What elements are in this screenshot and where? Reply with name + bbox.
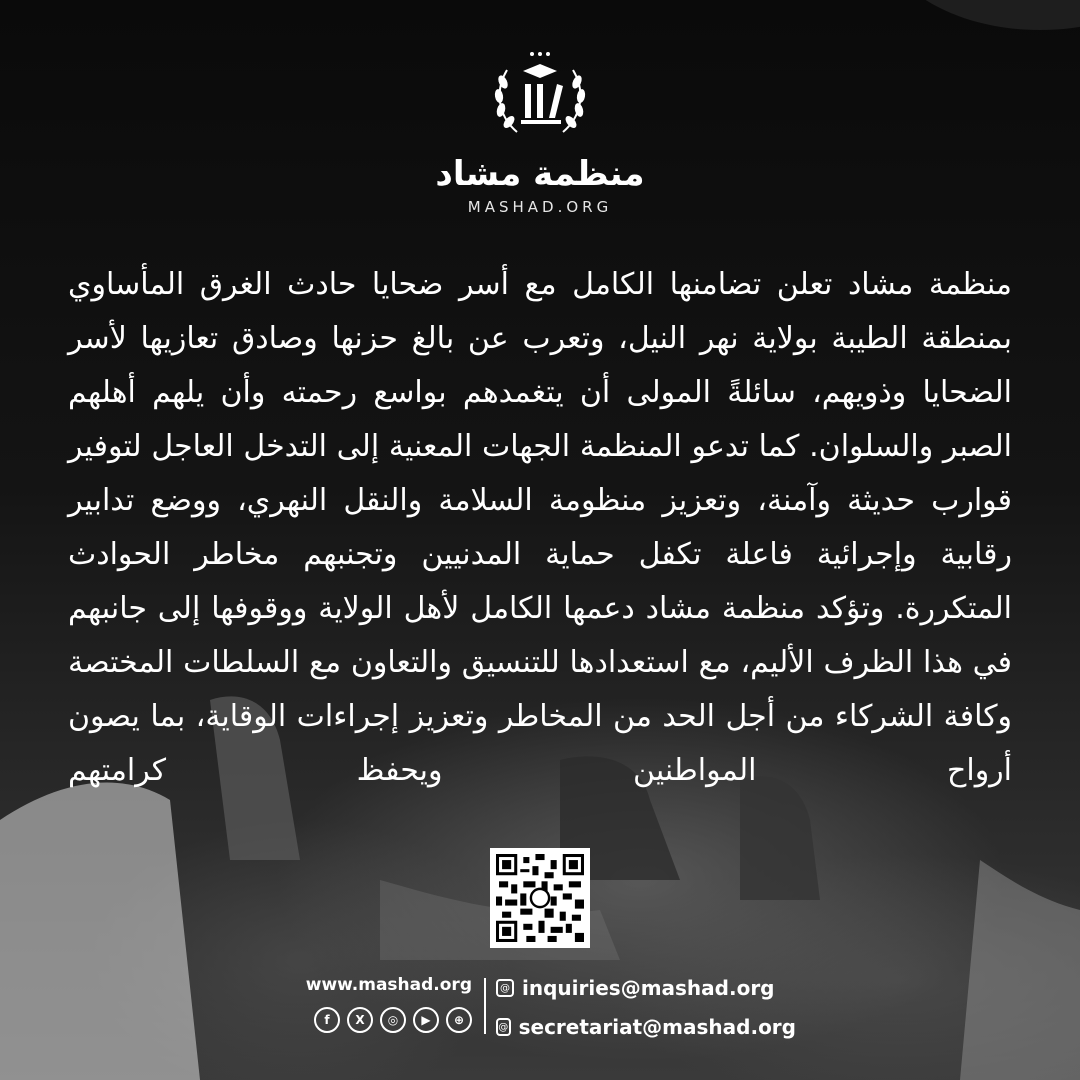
laurel-emblem-icon: [485, 40, 595, 150]
facebook-icon[interactable]: f: [314, 1007, 340, 1033]
footer-website-block: [300, 975, 472, 1033]
youtube-icon[interactable]: ▶: [413, 1007, 439, 1033]
footer-email-block: [496, 975, 796, 1040]
solidarity-statement: منظمة مشاد تعلن تضامنها الكامل مع أسر ضحايا حادث الغرق المأساوي بمنطقة الطيبة بولاية نهر النيل، وتعرب عن بالغ حزنها وصادق تعازيها لأسر الضحايا وذويهم، سائلةً المولى أن يتغمدهم بواسع رحمته وأن يلهم أهلهم الصبر والسلوان. كما تدعو المنظمة الجهات المعنية إلى التدخل العاجل لتوفير قوارب حديثة وآمنة، وتعزيز منظومة السلامة والنقل النهري، ووضع تدابير رقابية وإجرائية فاعلة تكفل حماية المدنيين وتجنبهم مخاطر الحوادث المتكررة. وتؤكد منظمة مشاد دعمها الكامل لأهل الولاية ووقوفها إلى جانبهم في هذا الظرف الأليم، مع استعدادها للتنسيق والتعاون مع السلطات المختصة وكافة الشركاء من أجل الحد من المخاطر وتعزيز إجراءات الوقاية، بما يصون أرواح المواطنين ويحفظ كرامتهم: [68, 267, 1012, 788]
at-sign-icon: @: [496, 1018, 511, 1036]
brand-name-arabic: منظمة مشاد: [435, 154, 645, 194]
brand-name-latin: MASHAD.ORG: [467, 198, 613, 216]
footer-divider: [484, 978, 486, 1034]
qr-code-pattern-icon: [496, 854, 584, 942]
qr-code[interactable]: [490, 848, 590, 948]
x-icon[interactable]: X: [347, 1007, 373, 1033]
secretariat-email-link[interactable]: secretariat@mashad.org: [518, 1015, 796, 1039]
instagram-icon[interactable]: ◎: [380, 1007, 406, 1033]
at-sign-icon: @: [496, 979, 514, 997]
inquiries-email-link[interactable]: inquiries@mashad.org: [522, 976, 775, 1000]
website-icon[interactable]: ⊕: [446, 1007, 472, 1033]
email-row: [496, 1014, 796, 1040]
email-row: [496, 975, 796, 1001]
website-link[interactable]: www.mashad.org: [305, 975, 472, 995]
logo-block: [0, 40, 1080, 216]
social-icons-row: [300, 1007, 472, 1033]
